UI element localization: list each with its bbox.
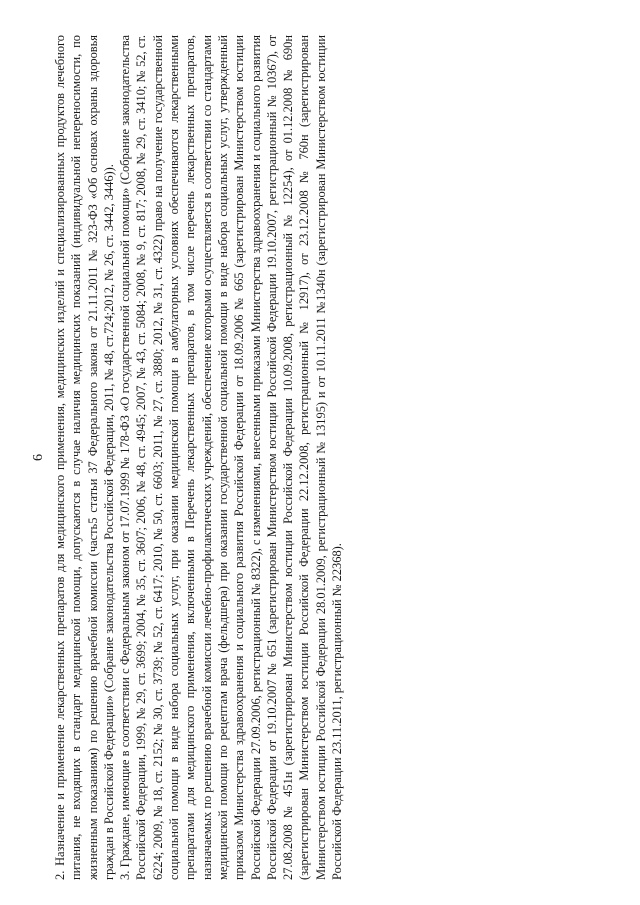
paragraph-2: 2. Назначение и применение лекарственных препаратов для медицинского применения, медицинских изделий и специализированных продуктов лечебного питания, не входящих в стандарт медицинской помощи, допускаются в случае наличия медицинских показаний (индивидуальной непереносимости, по жизненным показаниям) по решению врачебной комиссии (часть5 статьи 37 Федерального закона от 21.11.2011 № 323-ФЗ «Об основах охраны здоровья граждан в Российской Федерации» (Собрание законодательства Российской Федерации, 2011, № 48, ст.724;2012, № 26, ст. 3442, 3446)). <box>53 35 116 880</box>
document-body <box>52 35 345 880</box>
page-number: 6 <box>31 454 46 461</box>
rotated-page-content <box>30 35 610 880</box>
paragraph-3: 3. Граждане, имеющие в соответствии с Федеральным законом от 17.07.1999 № 178-ФЗ «О государственной социальной помощи» (Собрание законодательства Российской Федерации, 1999, № 29, ст. 3699; 2004, № 35, ст. 3607; 2006, № 48, ст. 4945; 2007, № 43, ст. 5084; 2008, № 9, ст. 817; 2008, № 29, ст. 3410; № 52, ст. 6224; 2009, № 18, ст. 2152; № 30, ст. 3739; № 52, ст. 6417; 2010, № 50, ст. 6603; 2011, № 27, ст. 3880; 2012, № 31, ст. 4322) право на получение государственной социальной помощи в виде набора социальных услуг, при оказании медицинской помощи в амбулаторных условиях обеспечиваются лекарственными препаратами для медицинского применения, включенными в Перечень лекарственных препаратов, в том числе перечень лекарственных препаратов, назначаемых по решению врачебной комиссии лечебно-профилактических учреждений, обеспечение которыми осуществляется в соответствии со стандартами медицинской помощи по рецептам врача (фельдшера) при оказании государственной социальной помощи в виде набора социальных услуг, утвержденный приказом Министерства здравоохранения и социального развития Российской Федерации от 18.09.2006 № 665 (зарегистрирован Министерством юстиции Российской Федерации 27.09.2006, регистрационный № 8322), с изменениями, внесенными приказами Министерства здравоохранения и социального развития Российской Федерации от 19.10.2007 № 651 (зарегистрирован Министерством юстиции Российской Федерации 19.10.2007, регистрационный № 10367), от 27.08.2008 № 451н (зарегистрирован Министерством юстиции Российской Федерации 10.09.2008, регистрационный № 12254), от 01.12.2008 № 690н (зарегистрирован Министерством юстиции Российской Федерации 22.12.2008, регистрационный № 12917), от 23.12.2008 № 760н (зарегистрирован Министерством юстиции Российской Федерации 28.01.2009, регистрационный № 13195) и от 10.11.2011 №1340н (зарегистрирован Министерством юстиции Российской Федерации 23.11.2011, регистрационный № 22368). <box>118 35 345 880</box>
